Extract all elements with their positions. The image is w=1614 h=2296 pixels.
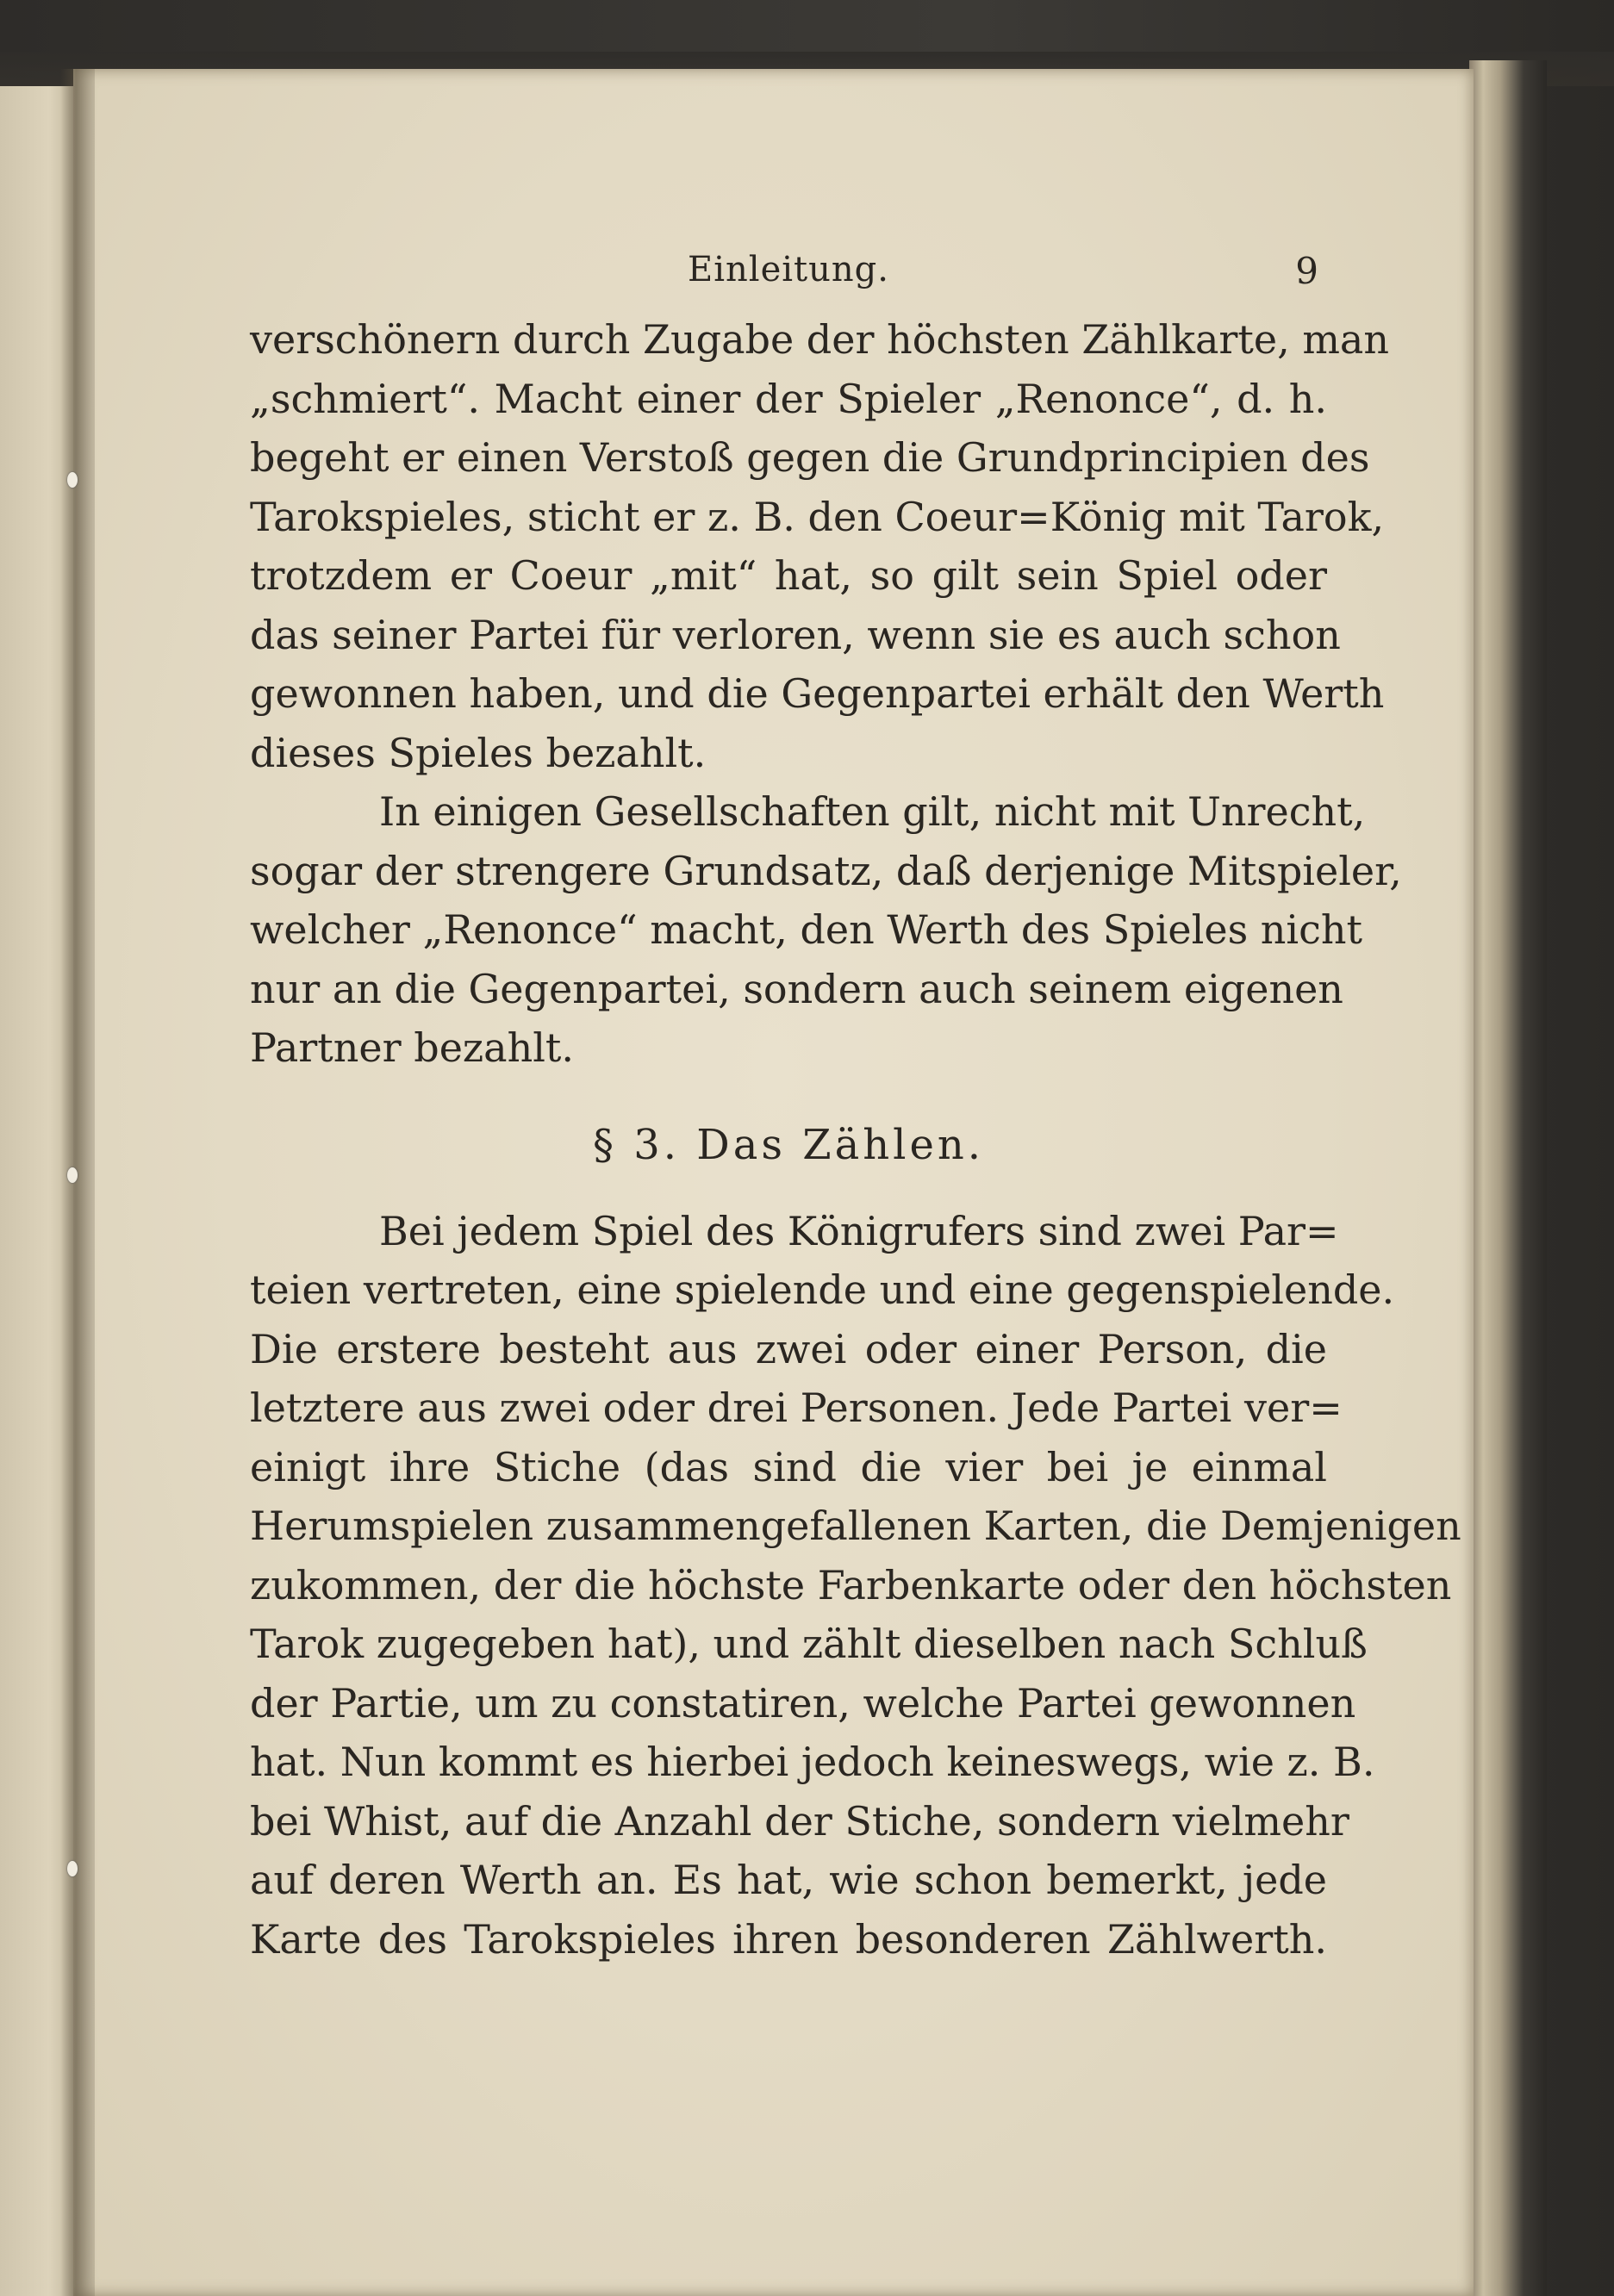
page-gutter: [60, 69, 95, 2296]
text-line: In einigen Gesellschaften gilt, nicht mit Unrecht,: [379, 788, 1366, 835]
text-line: bei Whist, auf die Anzahl der Stiche, sondern vielmehr: [250, 1797, 1349, 1845]
text-line: Karte des Tarokspieles ihren besonderen Zählwerth.: [250, 1915, 1327, 1963]
page-header: [250, 250, 1327, 310]
text-line: trotzdem er Coeur „mit“ hat, so gilt sein Spiel oder: [250, 552, 1327, 599]
text-line: teien vertreten, eine spielende und eine gegenspielende.: [250, 1266, 1395, 1313]
text-line: Partner bezahlt.: [250, 1024, 575, 1071]
binding-stitch: [67, 1167, 78, 1183]
page-text: [250, 250, 1461, 1969]
text-line: Tarok zugegeben hat), und zählt dieselben nach Schluß: [250, 1621, 1368, 1667]
text-line: Tarokspieles, sticht er z. B. den Coeur=König mit Tarok,: [250, 493, 1385, 540]
page-number: 9: [1295, 250, 1318, 292]
text-line: „schmiert“. Macht einer der Spieler „Renonce“, d. h.: [250, 375, 1327, 422]
text-line: auf deren Werth an. Es hat, wie schon bemerkt, jede: [250, 1857, 1327, 1903]
text-line: Bei jedem Spiel des Königrufers sind zwei Par=: [379, 1207, 1339, 1254]
text-line: dieses Spieles bezahlt.: [250, 729, 707, 776]
paragraph: [250, 310, 1389, 782]
section-heading: § 3. Das Zählen.: [592, 1120, 985, 1169]
binding-stitch: [67, 472, 78, 488]
text-line: welcher „Renonce“ macht, den Werth des Spieles nicht: [250, 906, 1363, 953]
text-line: Herumspielen zusammengefallenen Karten, die Demjenigen: [250, 1503, 1461, 1549]
text-line: nur an die Gegenpartei, sondern auch seinem eigenen: [250, 965, 1343, 1012]
text-line: das seiner Partei für verloren, wenn sie es auch schon: [250, 611, 1341, 658]
paragraph: [250, 782, 1402, 1078]
binding-stitch: [67, 1861, 78, 1876]
text-line: hat. Nun kommt es hierbei jedoch keineswegs, wie z. B.: [250, 1739, 1375, 1785]
text-line: gewonnen haben, und die Gegenpartei erhält den Werth: [250, 670, 1385, 717]
text-line: sogar der strengere Grundsatz, daß derjenige Mitspieler,: [250, 847, 1402, 894]
running-head: Einleitung.: [688, 250, 889, 289]
book-cover-edge: [1469, 60, 1547, 2296]
paragraph: [250, 1202, 1461, 1969]
text-line: Die erstere besteht aus zwei oder einer Person, die: [250, 1325, 1327, 1372]
text-line: einigt ihre Stiche (das sind die vier bei je einmal: [250, 1443, 1327, 1490]
text-line: verschönern durch Zugabe der höchsten Zählkarte, man: [250, 316, 1389, 363]
text-line: zukommen, der die höchste Farbenkarte oder den höchsten: [250, 1561, 1452, 1608]
text-line: letztere aus zwei oder drei Personen. Jede Partei ver=: [250, 1384, 1343, 1431]
text-line: der Partie, um zu constatiren, welche Partei gewonnen: [250, 1679, 1356, 1727]
text-line: begeht er einen Verstoß gegen die Grundprincipien des: [250, 434, 1370, 481]
